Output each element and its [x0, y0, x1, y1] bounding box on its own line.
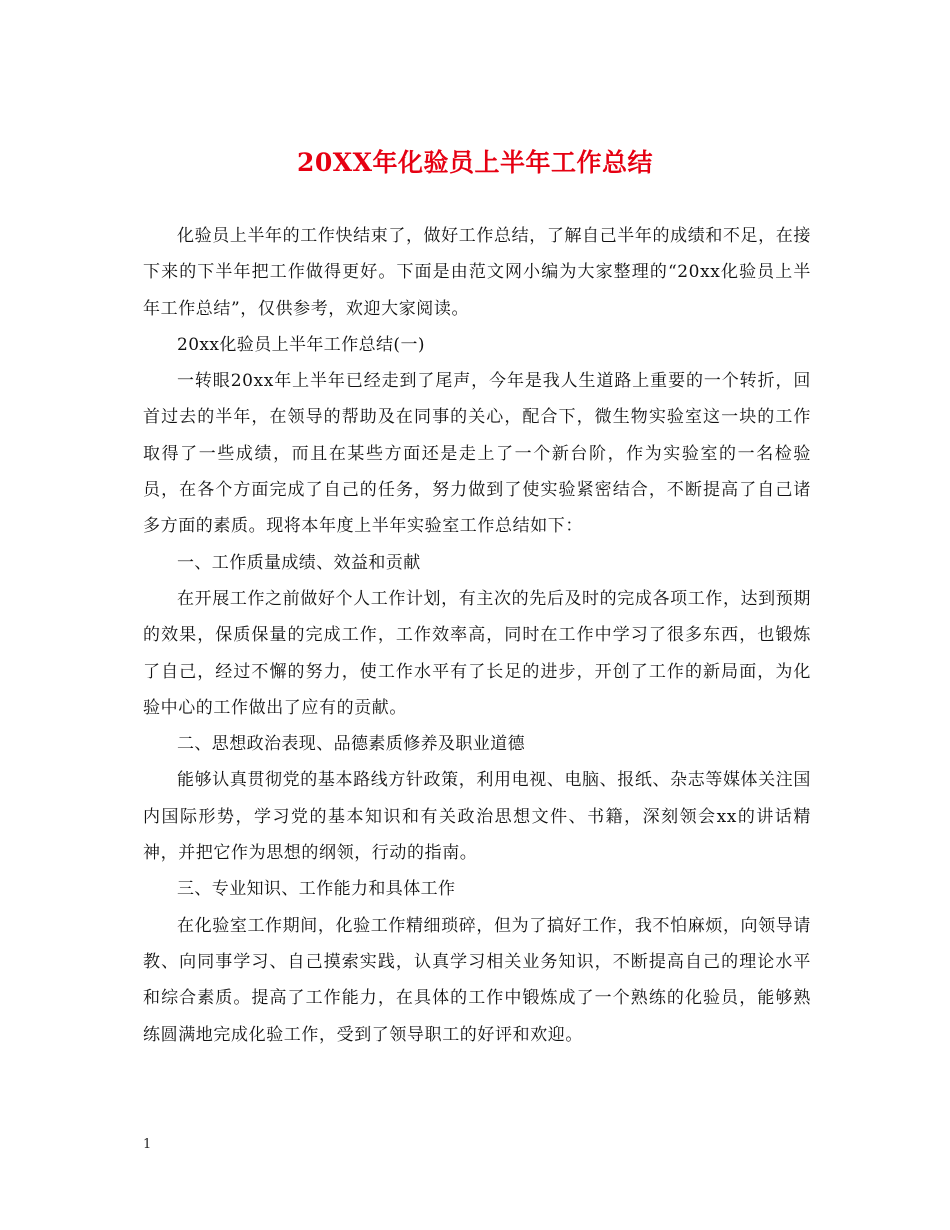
section-heading-2: 二、思想政治表现、品德素质修养及职业道德	[177, 734, 525, 755]
body-paragraph: 能够认真贯彻党的基本路线方针政策，利用电视、电脑、报纸、杂志等媒体关注国内国际形势，学习党的基本知识和有关政治思想文件、书籍，深刻领会xx的讲话精神，并把它作为思想的纲领，行动的指南。	[143, 770, 811, 864]
section-heading-3: 三、专业知识、工作能力和具体工作	[177, 879, 456, 900]
body-paragraph: 一转眼20xx年上半年已经走到了尾声，今年是我人生道路上重要的一个转折，回首过去的半年，在领导的帮助及在同事的关心，配合下，微生物实验室这一块的工作取得了一些成绩，而且在某些方面还是走上了一个新台阶，作为实验室的一名检验员，在各个方面完成了自己的任务，努力做到了使实验紧密结合，不断提高了自己诸多方面的素质。现将本年度上半年实验室工作总结如下：	[143, 371, 811, 537]
body-paragraph: 在开展工作之前做好个人工作计划，有主次的先后及时的完成各项工作，达到预期的效果，保质保量的完成工作，工作效率高，同时在工作中学习了很多东西，也锻炼了自己，经过不懈的努力，使工作水平有了长足的进步，开创了工作的新局面，为化验中心的工作做出了应有的贡献。	[143, 588, 811, 718]
document-title: 20XX年化验员上半年工作总结	[296, 148, 654, 177]
document-body	[143, 218, 811, 1053]
section-title: 20xx化验员上半年工作总结(一)	[177, 334, 425, 355]
intro-paragraph: 化验员上半年的工作快结束了，做好工作总结，了解自己半年的成绩和不足，在接下来的下半年把工作做得更好。下面是由范文网小编为大家整理的“20xx化验员上半年工作总结”，仅供参考，欢迎大家阅读。	[143, 226, 811, 319]
page-number: 1	[143, 1137, 152, 1152]
section-heading-1: 一、工作质量成绩、效益和贡献	[177, 552, 421, 573]
body-paragraph: 在化验室工作期间，化验工作精细琐碎，但为了搞好工作，我不怕麻烦，向领导请教、向同事学习、自己摸索实践，认真学习相关业务知识，不断提高自己的理论水平和综合素质。提高了工作能力，在具体的工作中锻炼成了一个熟练的化验员，能够熟练圆满地完成化验工作，受到了领导职工的好评和欢迎。	[143, 915, 811, 1045]
